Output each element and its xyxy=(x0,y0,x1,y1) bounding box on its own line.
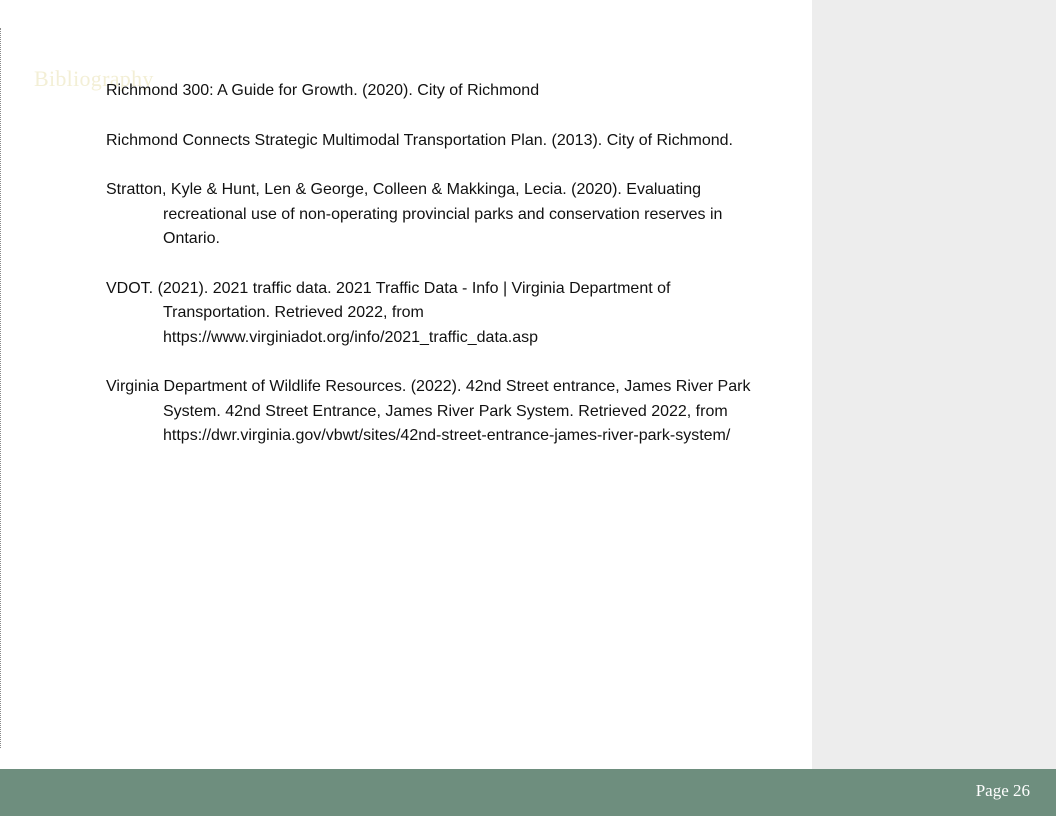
reference-entry: Richmond Connects Strategic Multimodal Transportation Plan. (2013). City of Richmond. xyxy=(106,131,733,149)
reference-entry: Stratton, Kyle & Hunt, Len & George, Colleen & Makkinga, Lecia. (2020). Evaluating recreational use of non-operating provincial parks and conservation reserves in Ontario. xyxy=(106,181,723,247)
section-heading: Bibliography xyxy=(34,66,154,91)
footer-bar xyxy=(0,769,1056,816)
reference-entry: Virginia Department of Wildlife Resources. (2022). 42nd Street entrance, James River Park System. 42nd Street Entrance, James River Park System. Retrieved 2022, from https://dwr.virginia.gov/vbwt/sites/42nd-street-entrance-james-river-park-system/ xyxy=(106,378,751,444)
margin-guide-line xyxy=(0,28,1,748)
reference-list xyxy=(106,79,756,474)
reference-entry: Richmond 300: A Guide for Growth. (2020). City of Richmond xyxy=(106,82,540,99)
reference-entry: VDOT. (2021). 2021 traffic data. 2021 Traffic Data - Info | Virginia Department of Transportation. Retrieved 2022, from https://www.virginiadot.org/info/2021_traffic_data.asp xyxy=(106,279,671,346)
page-number: Page 26 xyxy=(975,781,1030,800)
side-panel xyxy=(812,0,1056,769)
